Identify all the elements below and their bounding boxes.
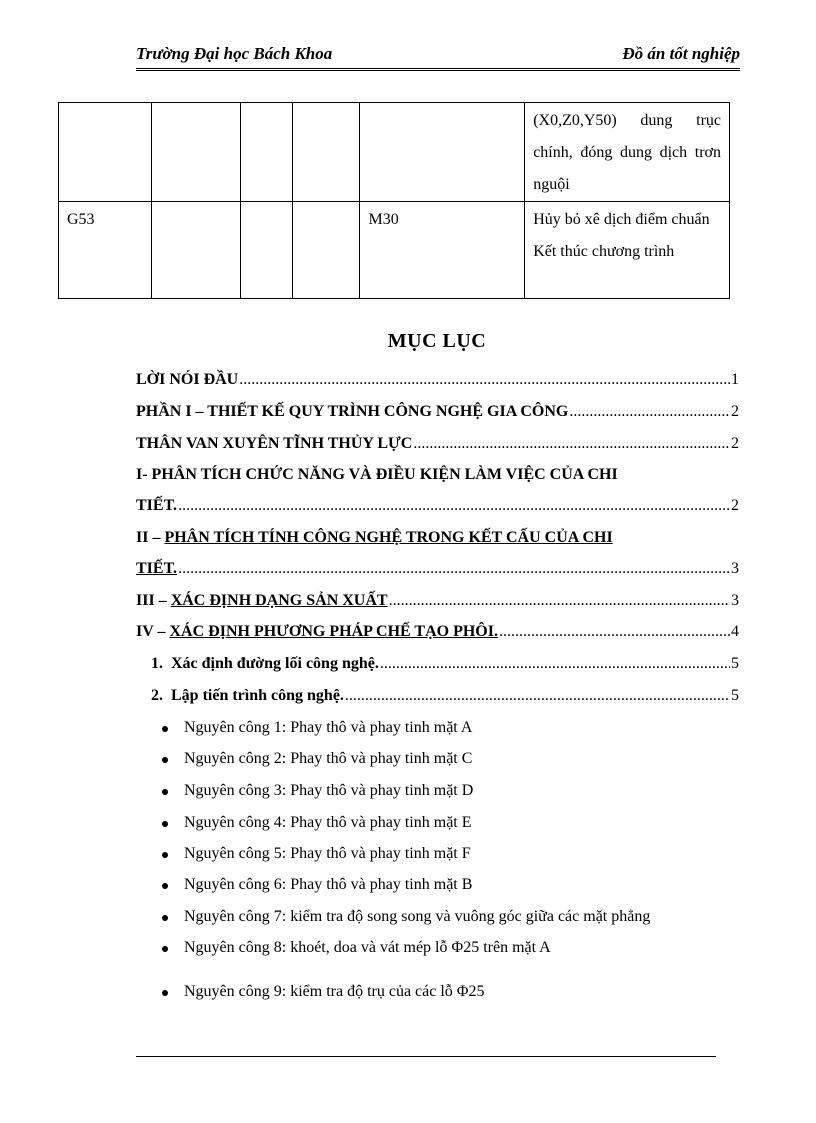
table-cell bbox=[59, 103, 152, 202]
bullet-icon bbox=[162, 852, 168, 858]
header-school: Trường Đại học Bách Khoa bbox=[136, 44, 333, 63]
bullet-icon bbox=[162, 726, 168, 732]
table-cell bbox=[292, 103, 360, 202]
table-cell-description: (X0,Z0,Y50) dung trục chính, đóng dung dịch trơn nguội bbox=[525, 103, 730, 202]
toc-entry[interactable]: III – XÁC ĐỊNH DẠNG SẢN XUẤT ..... 3 bbox=[136, 589, 739, 613]
table-cell bbox=[360, 103, 525, 202]
table-cell bbox=[240, 202, 292, 299]
bullet-icon bbox=[162, 757, 168, 763]
table-row bbox=[59, 202, 730, 299]
toc-entry[interactable]: IV – XÁC ĐỊNH PHƯƠNG PHÁP CHẾ TẠO PHÔI. ..... 4 bbox=[136, 620, 739, 644]
header-rule bbox=[136, 68, 740, 71]
bullet-icon bbox=[162, 990, 168, 996]
table-row bbox=[59, 103, 730, 202]
toc-entry-continued[interactable]: TIẾT. ..... 2 bbox=[136, 494, 739, 518]
table-cell-description bbox=[525, 202, 730, 299]
toc-subentry[interactable]: 2. Lập tiến trình công nghệ. ..... 5 bbox=[151, 684, 739, 708]
gcode-table bbox=[58, 102, 730, 299]
toc-subentry[interactable]: 1. Xác định đường lối công nghệ. ..... 5 bbox=[151, 652, 739, 676]
bullet-icon bbox=[162, 789, 168, 795]
toc-entry[interactable]: II – PHÂN TÍCH TÍNH CÔNG NGHỆ TRONG KẾT CẤU CỦA CHI bbox=[136, 529, 613, 546]
toc-entry-continued[interactable]: TIẾT. ..... 3 bbox=[136, 557, 739, 581]
bullet-icon bbox=[162, 883, 168, 889]
toc-entry[interactable]: I- PHÂN TÍCH CHỨC NĂNG VÀ ĐIỀU KIỆN LÀM VIỆC CỦA CHI bbox=[136, 466, 618, 483]
table-cell bbox=[151, 202, 240, 299]
toc-entry[interactable]: LỜI NÓI ĐẦU ..... 1 bbox=[136, 368, 739, 392]
table-cell bbox=[292, 202, 360, 299]
toc-title: MỤC LỤC bbox=[387, 330, 487, 352]
description-line: Kết thúc chương trình bbox=[533, 243, 675, 260]
footer-rule bbox=[136, 1056, 716, 1057]
table-cell: G53 bbox=[59, 202, 152, 299]
table-cell bbox=[240, 103, 292, 202]
bullet-icon bbox=[162, 946, 168, 952]
toc-entry[interactable]: THÂN VAN XUYÊN TĨNH THỦY LỰC ..... 2 bbox=[136, 432, 739, 456]
header-doc-type: Đồ án tốt nghiệp bbox=[622, 44, 740, 63]
page-header bbox=[136, 44, 740, 66]
toc-entry[interactable]: PHẦN I – THIẾT KẾ QUY TRÌNH CÔNG NGHỆ GIA CÔNG ..... 2 bbox=[136, 400, 739, 424]
table-cell bbox=[151, 103, 240, 202]
bullet-icon bbox=[162, 915, 168, 921]
table-cell: M30 bbox=[360, 202, 525, 299]
description-line: Hủy bỏ xê dịch điểm chuẩn bbox=[533, 211, 710, 228]
bullet-icon bbox=[162, 821, 168, 827]
